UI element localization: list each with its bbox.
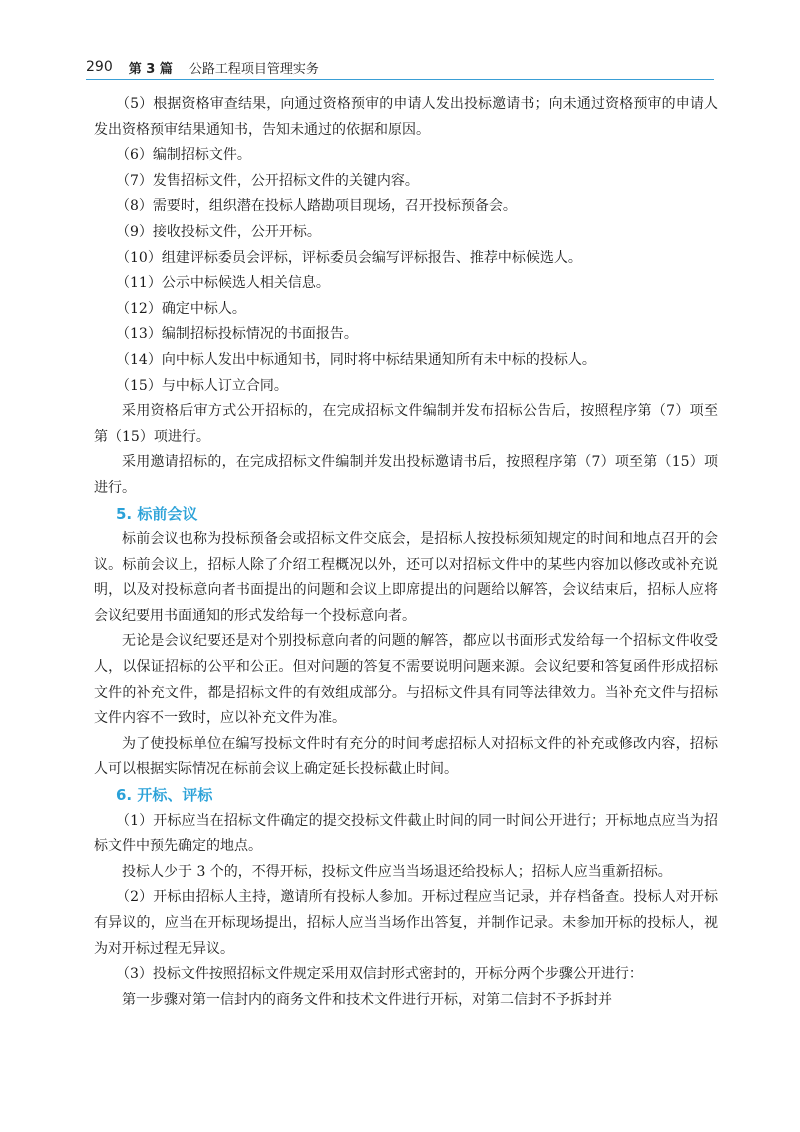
list-item: （15）与中标人订立合同。 xyxy=(116,377,288,394)
list-item: （10）组建评标委员会评标，评标委员会编写评标报告、推荐中标候选人。 xyxy=(116,249,582,266)
list-item: （12）确定中标人。 xyxy=(116,300,246,317)
header-rule xyxy=(86,79,714,80)
list-item: （14）向中标人发出中标通知书，同时将中标结果通知所有未中标的投标人。 xyxy=(116,351,596,368)
part-label: 第 3 篇 xyxy=(128,61,173,77)
list-item: （11）公示中标候选人相关信息。 xyxy=(116,275,330,292)
section-heading: 6. 开标、评标 xyxy=(116,786,213,805)
paragraph: 无论是会议纪要还是对个别投标意向者的问题的解答，都应以书面形式发给每一个招标文件收受人，以保证招标的公平和公正。但对问题的答复不需要说明问题来源。会议纪要和答复函件形成招标文件的补充文件，都是招标文件的有效组成部分。与招标文件具有同等法律效力。当补充文件与招标文件内容不一致时，应以补充文件为准。 xyxy=(94,633,718,727)
list-item: （6）编制招标文件。 xyxy=(116,147,251,164)
paragraph: 投标人少于 3 个的，不得开标，投标文件应当当场退还给投标人；招标人应当重新招标。 xyxy=(122,863,672,880)
paragraph: 采用邀请招标的，在完成招标文件编制并发出投标邀请书后，按照程序第（7）项至第（15）项进行。 xyxy=(94,454,718,496)
list-item: （2）开标由招标人主持，邀请所有投标人参加。开标过程应当记录，并存档备查。投标人对开标有异议的，应当在开标现场提出，招标人应当当场作出答复，并制作记录。未参加开标的投标人，视为对开标过程无异议。 xyxy=(94,889,718,957)
list-item: （3）投标文件按照招标文件规定采用双信封形式密封的，开标分两个步骤公开进行： xyxy=(116,966,643,983)
page-number: 290 xyxy=(86,59,113,75)
paragraph: 第一步骤对第一信封内的商务文件和技术文件进行开标，对第二信封不予拆封并 xyxy=(122,991,612,1008)
section-heading: 5. 标前会议 xyxy=(116,504,198,523)
list-item: （13）编制招标投标情况的书面报告。 xyxy=(116,326,358,343)
page-header xyxy=(86,56,716,78)
paragraph: 为了使投标单位在编写投标文件时有充分的时间考虑招标人对招标文件的补充或修改内容，招标人可以根据实际情况在标前会议上确定延长投标截止时间。 xyxy=(94,735,718,778)
list-item: （8）需要时，组织潜在投标人踏勘项目现场，召开投标预备会。 xyxy=(116,198,517,215)
list-item: （9）接收投标文件，公开开标。 xyxy=(116,223,321,240)
paragraph: 标前会议也称为投标预备会或招标文件交底会，是招标人按投标须知规定的时间和地点召开的会议。标前会议上，招标人除了介绍工程概况以外，还可以对招标文件中的某些内容加以修改或补充说明，以及对投标意向者书面提出的问题和会议上即席提出的问题给以解答，会议结束后，招标人应将会议纪要用书面通知的形式发给每一个投标意向者。 xyxy=(94,531,718,624)
list-item: （7）发售招标文件，公开招标文件的关键内容。 xyxy=(116,172,419,189)
book-title: 公路工程项目管理实务 xyxy=(188,61,319,77)
list-item: （1）开标应当在招标文件确定的提交投标文件截止时间的同一时间公开进行；开标地点应当为招标文件中预先确定的地点。 xyxy=(94,812,718,855)
list-item: （5）根据资格审查结果，向通过资格预审的申请人发出投标邀请书；向未通过资格预审的申请人发出资格预审结果通知书，告知未通过的依据和原因。 xyxy=(94,96,718,138)
page-body xyxy=(94,92,718,1013)
paragraph: 采用资格后审方式公开招标的，在完成招标文件编制并发布招标公告后，按照程序第（7）项至第（15）项进行。 xyxy=(94,403,718,445)
